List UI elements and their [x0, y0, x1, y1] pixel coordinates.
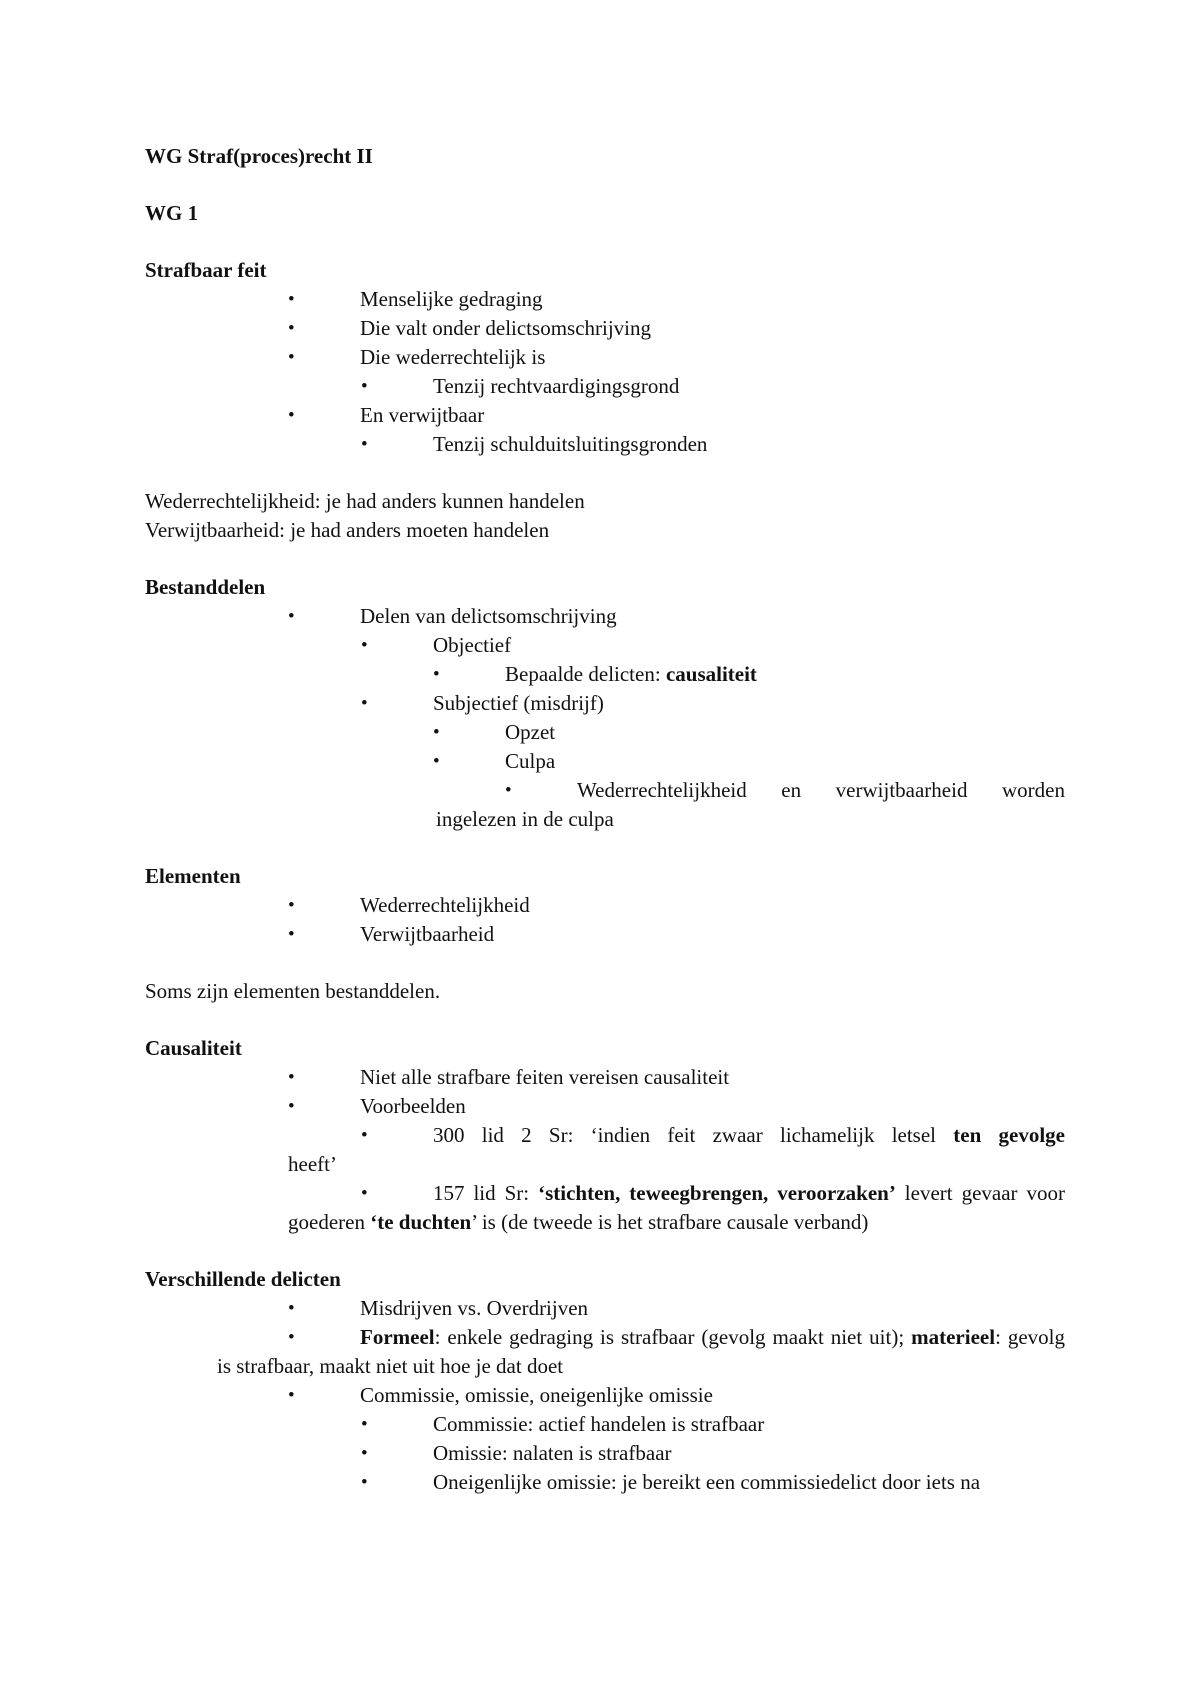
definition-line: Verwijtbaarheid: je had anders moeten handelen — [145, 518, 550, 542]
list-item: • Menselijke gedraging — [145, 285, 1065, 314]
bullet-icon: • — [361, 1443, 368, 1464]
definition-line: Wederrechtelijkheid: je had anders kunnen handelen — [145, 489, 585, 513]
list-item: • Objectief — [145, 631, 1065, 660]
bullet-icon: • — [288, 347, 295, 368]
list-item: • Opzet — [145, 718, 1065, 747]
list-item: • Formeel: enkele gedraging is strafbaar (gevolg maakt niet uit); materieel: gevolg is strafbaar, maakt niet uit hoe je dat doet — [217, 1325, 1065, 1378]
bullet-icon: • — [505, 780, 512, 801]
list-item: • Tenzij schulduitsluitingsgronden — [145, 430, 1065, 459]
bullet-icon: • — [361, 693, 368, 714]
list-item: • Die valt onder delictsomschrijving — [145, 314, 1065, 343]
list-item: • Delen van delictsomschrijving — [145, 602, 1065, 631]
bullet-icon: • — [288, 1096, 295, 1117]
bullet-icon: • — [361, 1183, 368, 1204]
list-item: • Verwijtbaarheid — [145, 920, 1065, 949]
section-heading-bestanddelen: Bestanddelen — [145, 575, 266, 599]
list-item: • 300 lid 2 Sr: ‘indien feit zwaar lichamelijk letsel ten gevolge — [145, 1121, 1065, 1150]
list-item-continuation: ingelezen in de culpa — [436, 807, 614, 831]
bullet-icon: • — [433, 751, 440, 772]
list-item: • Commissie, omissie, oneigenlijke omissie — [145, 1381, 1065, 1410]
section-heading-strafbaar-feit: Strafbaar feit — [145, 258, 267, 282]
document-title: WG Straf(proces)recht II — [145, 144, 373, 168]
list-item: • Bepaalde delicten: causaliteit — [145, 660, 1065, 689]
paragraph: Soms zijn elementen bestanddelen. — [145, 979, 441, 1003]
bullet-icon: • — [288, 606, 295, 627]
bullet-icon: • — [288, 1298, 295, 1319]
bullet-icon: • — [288, 405, 295, 426]
bullet-icon: • — [361, 1472, 368, 1493]
bullet-icon: • — [433, 664, 440, 685]
list-item: • Culpa — [145, 747, 1065, 776]
bullet-icon: • — [288, 1327, 295, 1348]
list-item: • Commissie: actief handelen is strafbaar — [145, 1410, 1065, 1439]
bullet-icon: • — [288, 289, 295, 310]
list-item: • Subjectief (misdrijf) — [145, 689, 1065, 718]
bullet-icon: • — [433, 722, 440, 743]
bullet-icon: • — [361, 635, 368, 656]
bullet-icon: • — [288, 924, 295, 945]
bullet-icon: • — [288, 895, 295, 916]
document-subtitle: WG 1 — [145, 201, 199, 225]
list-item: • Wederrechtelijkheid en verwijtbaarheid worden — [145, 776, 1065, 805]
bullet-icon: • — [361, 434, 368, 455]
list-item: • Niet alle strafbare feiten vereisen causaliteit — [145, 1063, 1065, 1092]
document-page — [145, 142, 1065, 1497]
list-item: • Omissie: nalaten is strafbaar — [145, 1439, 1065, 1468]
list-item-continuation: heeft’ — [288, 1152, 337, 1176]
bullet-icon: • — [361, 1414, 368, 1435]
list-item: • En verwijtbaar — [145, 401, 1065, 430]
bullet-icon: • — [288, 1067, 295, 1088]
list-item: • Tenzij rechtvaardigingsgrond — [145, 372, 1065, 401]
list-item: • Oneigenlijke omissie: je bereikt een commissiedelict door iets na — [145, 1468, 1065, 1497]
bullet-icon: • — [361, 376, 368, 397]
section-heading-verschillende-delicten: Verschillende delicten — [145, 1267, 341, 1291]
list-item: • Die wederrechtelijk is — [145, 343, 1065, 372]
list-item: • 157 lid Sr: ‘stichten, teweegbrengen, veroorzaken’ levert gevaar voor goederen ‘te duchten’ is (de tweede is het strafbare causale verband) — [288, 1181, 1065, 1234]
list-item: • Misdrijven vs. Overdrijven — [145, 1294, 1065, 1323]
bullet-icon: • — [288, 318, 295, 339]
section-heading-elementen: Elementen — [145, 864, 241, 888]
bullet-icon: • — [288, 1385, 295, 1406]
section-heading-causaliteit: Causaliteit — [145, 1036, 242, 1060]
bullet-icon: • — [361, 1125, 368, 1146]
list-item: • Voorbeelden — [145, 1092, 1065, 1121]
list-item: • Wederrechtelijkheid — [145, 891, 1065, 920]
